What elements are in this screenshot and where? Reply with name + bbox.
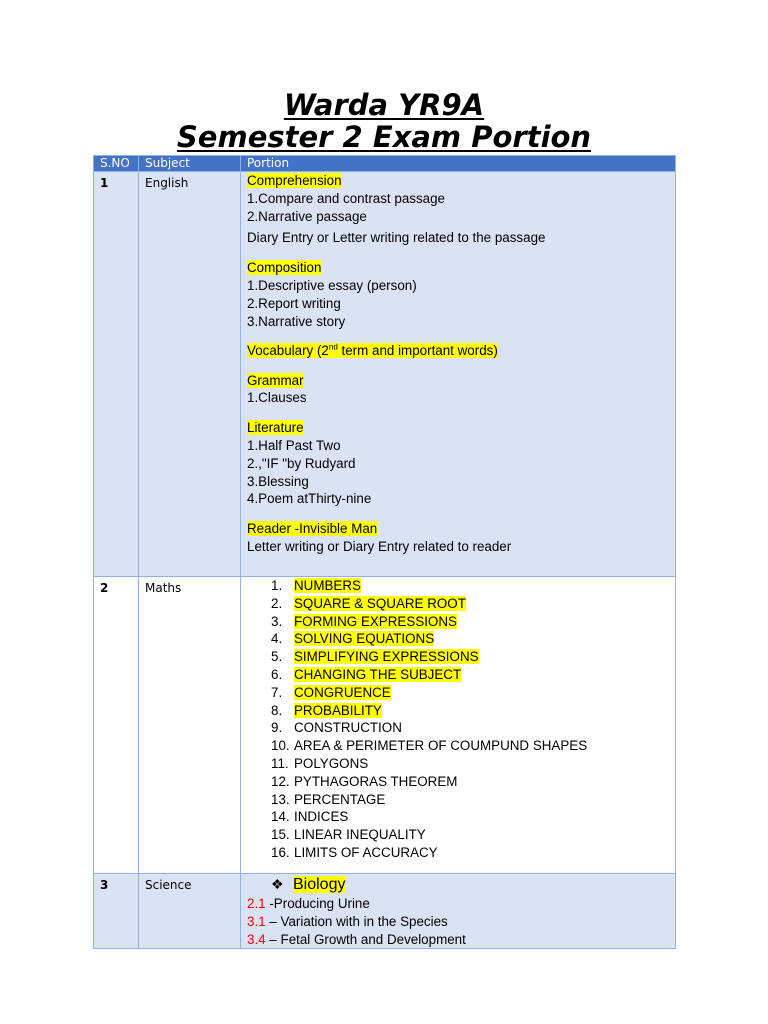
grammar-heading: Grammar: [247, 372, 304, 388]
science-topic-list: [247, 895, 675, 948]
list-item-number: 2.: [271, 595, 283, 611]
list-item: 3.Blessing: [247, 473, 309, 489]
list-item: [271, 755, 675, 773]
list-item: [247, 895, 675, 913]
list-item: [271, 773, 675, 791]
list-item: [271, 826, 675, 844]
list-item: [271, 595, 675, 613]
list-item: 1.Descriptive essay (person): [247, 277, 417, 293]
table-row-english: [94, 172, 676, 577]
row-sno: 1: [94, 172, 139, 577]
list-item: [271, 613, 675, 631]
table-row-science: [94, 874, 676, 949]
section-text: -Producing Urine: [265, 896, 370, 911]
reader-heading: Reader -Invisible Man: [247, 521, 378, 537]
list-item: [247, 931, 675, 949]
list-item-number: 13.: [271, 791, 290, 807]
maths-portion: [241, 577, 676, 874]
list-item: 1.Half Past Two: [247, 438, 341, 454]
list-item-text: SQUARE & SQUARE ROOT: [294, 595, 466, 611]
list-item: [271, 702, 675, 720]
list-item-text: FORMING EXPRESSIONS: [294, 613, 457, 629]
list-item-number: 15.: [271, 827, 290, 843]
list-item: [271, 844, 675, 862]
student-title: Warda YR9A: [283, 88, 485, 122]
list-item: [271, 737, 675, 755]
diary-entry-line: Diary Entry or Letter writing related to the passage: [247, 230, 546, 246]
list-item-text: INDICES: [294, 809, 349, 825]
biology-heading: Biology: [293, 876, 346, 893]
exam-portion-table: [93, 155, 676, 949]
vocabulary-heading: Vocabulary (2nd term and important words): [247, 342, 498, 358]
list-item-number: 5.: [271, 649, 283, 665]
list-item: 1.Compare and contrast passage: [247, 190, 446, 206]
section-number: 3.4: [247, 931, 266, 947]
list-item: [271, 666, 675, 684]
science-portion: [241, 874, 676, 949]
list-item-number: 1.: [271, 578, 283, 593]
list-item-number: 12.: [271, 773, 290, 789]
list-item-text: PYTHAGORAS THEOREM: [294, 773, 458, 789]
header-sno: S.NO: [94, 156, 139, 172]
header-subject: Subject: [139, 156, 241, 172]
list-item: 2.Narrative passage: [247, 208, 367, 224]
row-subject: Science: [139, 874, 241, 949]
row-subject: Maths: [139, 577, 241, 874]
list-item-number: 8.: [271, 702, 283, 718]
list-item-text: SIMPLIFYING EXPRESSIONS: [294, 649, 479, 665]
list-item-text: CONGRUENCE: [294, 684, 391, 700]
list-item-number: 6.: [271, 666, 283, 682]
header-portion: Portion: [241, 156, 676, 172]
list-item-text: NUMBERS: [294, 578, 361, 593]
comprehension-heading: Comprehension: [247, 173, 342, 188]
row-sno: 2: [94, 577, 139, 874]
section-number: 3.1: [247, 913, 266, 929]
list-item-text: LIMITS OF ACCURACY: [294, 844, 438, 860]
list-item: [271, 684, 675, 702]
list-item-number: 4.: [271, 631, 283, 647]
list-item-number: 16.: [271, 844, 290, 860]
table-row-maths: [94, 577, 676, 874]
list-item: [271, 808, 675, 826]
list-item: 1.Clauses: [247, 390, 307, 406]
reader-line: Letter writing or Diary Entry related to reader: [247, 539, 512, 555]
list-item: [271, 648, 675, 666]
list-item: [247, 913, 675, 931]
list-item: 2.,"IF "by Rudyard: [247, 455, 356, 471]
maths-topic-list: [247, 577, 675, 862]
list-item-text: LINEAR INEQUALITY: [294, 827, 426, 843]
list-item: 4.Poem atThirty-nine: [247, 491, 372, 507]
list-item: 2.Report writing: [247, 295, 341, 311]
row-subject: English: [139, 172, 241, 577]
row-sno: 3: [94, 874, 139, 949]
exam-title: Semester 2 Exam Portion: [176, 120, 592, 154]
section-text: – Fetal Growth and Development: [265, 931, 466, 947]
list-item-text: PERCENTAGE: [294, 791, 386, 807]
list-item-text: SOLVING EQUATIONS: [294, 631, 435, 647]
list-item-number: 3.: [271, 613, 283, 629]
list-item: [271, 630, 675, 648]
list-item-text: CONSTRUCTION: [294, 720, 402, 736]
list-item-text: CHANGING THE SUBJECT: [294, 666, 462, 682]
list-item-number: 7.: [271, 684, 283, 700]
section-text: – Variation with in the Species: [265, 913, 448, 929]
composition-heading: Composition: [247, 260, 322, 276]
list-item-number: 9.: [271, 720, 283, 736]
header-row: [94, 156, 676, 172]
list-item: [271, 719, 675, 737]
list-item-text: PROBABILITY: [294, 702, 382, 718]
list-item-number: 11.: [271, 755, 289, 771]
list-item-number: 14.: [271, 809, 290, 825]
list-item-text: AREA & PERIMETER OF COUMPUND SHAPES: [294, 738, 588, 754]
list-item-text: POLYGONS: [294, 755, 369, 771]
list-item: [271, 577, 675, 595]
list-item: [271, 791, 675, 809]
diamond-bullet-icon: ❖: [271, 876, 284, 892]
list-item-number: 10.: [271, 738, 290, 754]
section-number: 2.1: [247, 896, 266, 911]
english-portion: [241, 172, 676, 577]
list-item: 3.Narrative story: [247, 313, 346, 329]
literature-heading: Literature: [247, 420, 304, 436]
